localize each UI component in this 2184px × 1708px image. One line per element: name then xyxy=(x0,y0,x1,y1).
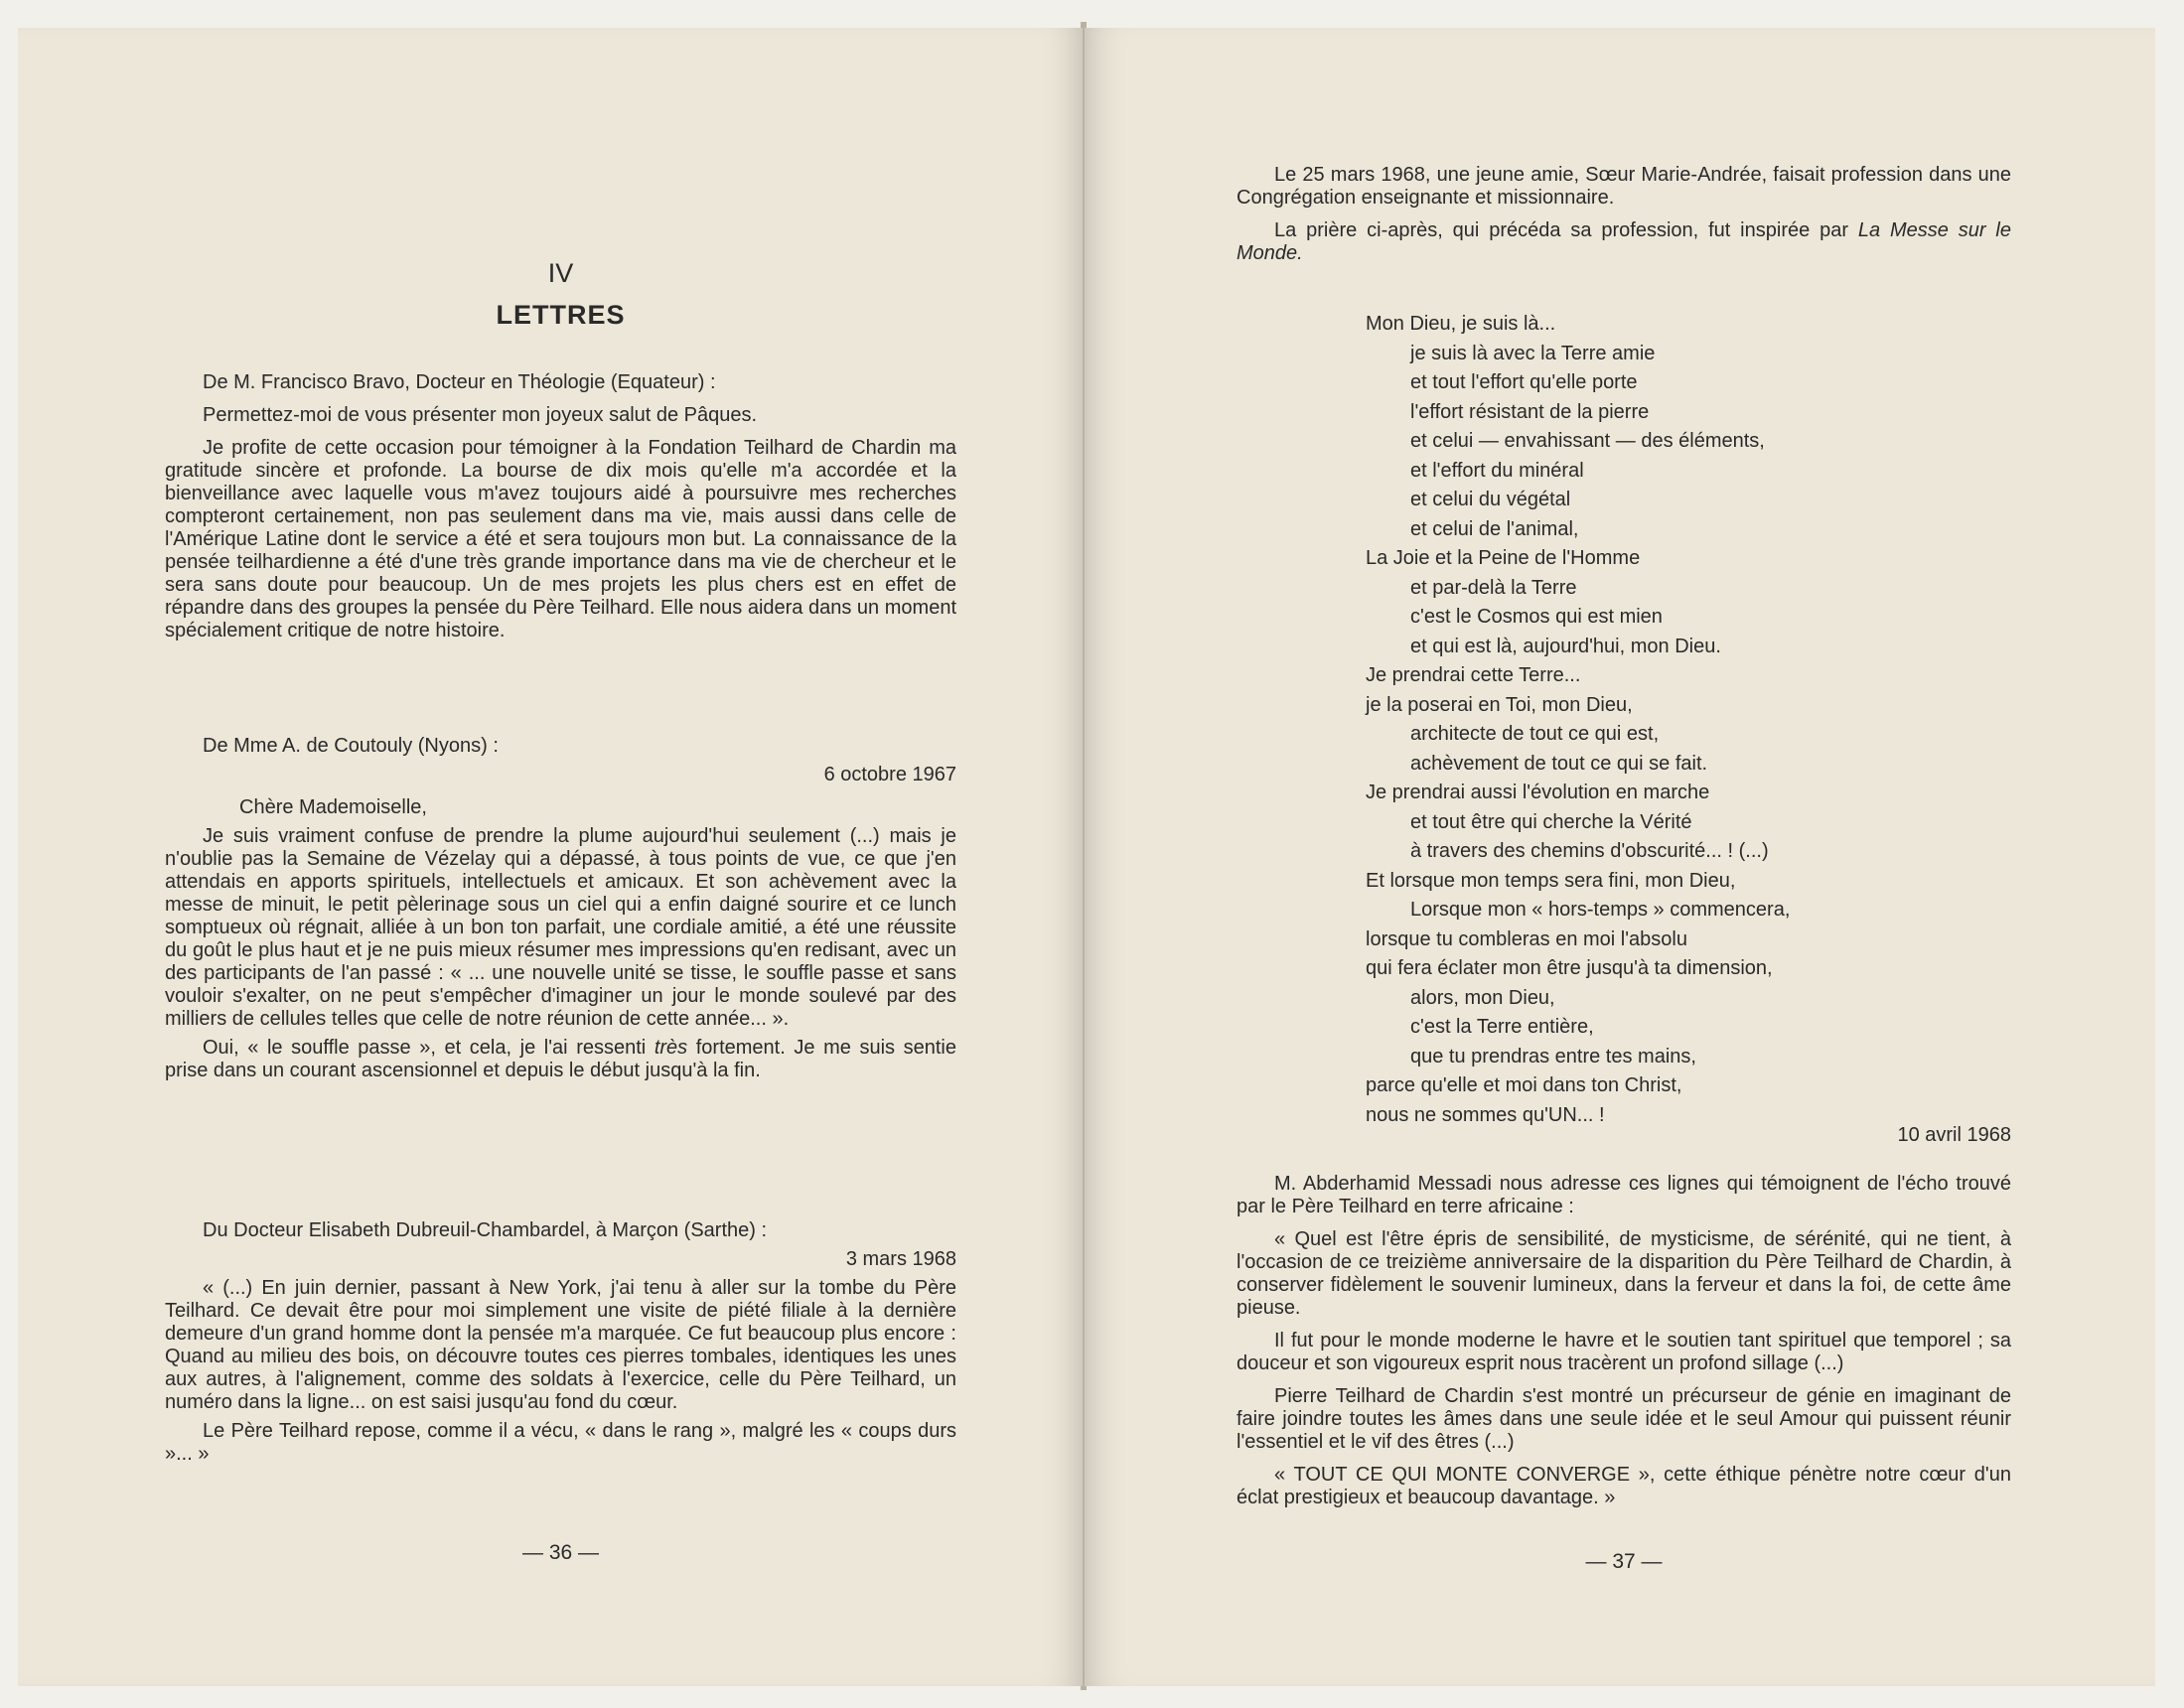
letter-heading: Du Docteur Elisabeth Dubreuil-Chambardel, à Marçon (Sarthe) : xyxy=(203,1219,768,1241)
poem-date-block xyxy=(1237,1124,2011,1153)
letter-coutouly xyxy=(165,735,956,1088)
letter-bravo xyxy=(165,371,956,648)
poem-line: et celui du végétal xyxy=(1410,489,1571,510)
paragraph: M. Abderhamid Messadi nous adresse ces lignes qui témoignent de l'écho trouvé par le Père Teilhard en terre africaine : xyxy=(1237,1173,2011,1217)
prayer-poem xyxy=(1237,310,2011,1130)
poem-line: que tu prendras entre tes mains, xyxy=(1410,1045,1696,1068)
left-page xyxy=(18,28,1083,1686)
paragraph: Pierre Teilhard de Chardin s'est montré un précurseur de génie en imaginant de faire joindre toutes les âmes dans une seule idée et le seul Amour qui puissent réunir l'essentiel et le vif des êtres (...) xyxy=(1237,1385,2011,1453)
poem-line: et tout être qui cherche la Vérité xyxy=(1410,810,1692,833)
poem-line: à travers des chemins d'obscurité... ! (...) xyxy=(1410,840,1769,862)
poem-line: je suis là avec la Terre amie xyxy=(1410,342,1656,364)
section-number: IV xyxy=(547,258,574,288)
paragraph: Le 25 mars 1968, une jeune amie, Sœur Marie-Andrée, faisait profession dans une Congrégation enseignante et missionnaire. xyxy=(1237,164,2011,209)
salutation: Chère Mademoiselle, xyxy=(239,796,427,818)
poem-line: achèvement de tout ce qui se fait. xyxy=(1410,752,1708,775)
poem-line: alors, mon Dieu, xyxy=(1410,986,1555,1009)
poem-line: Et lorsque mon temps sera fini, mon Dieu, xyxy=(1366,869,1736,892)
letter-dubreuil xyxy=(165,1219,956,1472)
page-number: — 36 — xyxy=(521,1541,600,1564)
paragraph: Je profite de cette occasion pour témoigner à la Fondation Teilhard de Chardin ma gratitude sincère et profonde. La bourse de dix mois qu'elle m'a accordée et la bienveillance avec laquelle vous m'avez toujours aidé à poursuivre mes recherches compteront certainement, non pas seulement dans ma vie, mais aussi dans celle de l'Amérique Latine dont le service a été et sera toujours mon but. La connaissance de la pensée teilhardienne a été d'une très grande importance dans ma vie de chercheur et le sera sans doute pour beaucoup. Un de mes projets les plus chers est en effet de répandre dans des groupes la pensée du Père Teilhard. Elle nous aidera dans un moment spécialement critique de notre histoire. xyxy=(165,437,956,641)
letter-heading: De M. Francisco Bravo, Docteur en Théologie (Equateur) : xyxy=(203,371,716,393)
poem-line: et celui — envahissant — des éléments, xyxy=(1410,430,1765,452)
poem-line: c'est le Cosmos qui est mien xyxy=(1410,606,1663,628)
letter-date: 6 octobre 1967 xyxy=(823,764,956,785)
paragraph: « TOUT CE QUI MONTE CONVERGE », cette éthique pénètre notre cœur d'un éclat prestigieux et beaucoup davantage. » xyxy=(1237,1464,2011,1508)
poem-line: Mon Dieu, je suis là... xyxy=(1366,313,1556,335)
poem-line: Lorsque mon « hors-temps » commencera, xyxy=(1410,899,1791,921)
messadi-letter xyxy=(1237,1173,2011,1515)
poem-line: je la poserai en Toi, mon Dieu, xyxy=(1366,693,1633,716)
poem-line: l'effort résistant de la pierre xyxy=(1410,400,1650,423)
section-title: LETTRES xyxy=(496,300,626,330)
poem-line: et l'effort du minéral xyxy=(1410,459,1584,482)
letter-heading: De Mme A. de Coutouly (Nyons) : xyxy=(203,735,499,757)
poem-line: lorsque tu combleras en moi l'absolu xyxy=(1366,927,1687,950)
poem-line: et tout l'effort qu'elle porte xyxy=(1410,371,1638,393)
paragraph: « (...) En juin dernier, passant à New York, j'ai tenu à aller sur la tombe du Père Teilhard. Ce devait être pour moi simplement une visite de piété filiale à la dernière demeure d'un grand homme dont la pensée m'a marquée. Ce fut beaucoup plus encore : Quand au milieu des bois, on découvre toutes ces pierres tombales, identiques les unes aux autres, à l'alignement, comme des soldats à l'exercice, celle du Père Teilhard, un numéro dans la ligne... on est saisi jusqu'au fond du cœur. xyxy=(165,1277,956,1413)
poem-line: c'est la Terre entière, xyxy=(1410,1016,1594,1038)
poem-line: parce qu'elle et moi dans ton Christ, xyxy=(1366,1074,1682,1096)
poem-line: Je prendrai cette Terre... xyxy=(1366,664,1581,686)
letter-date: 3 mars 1968 xyxy=(845,1248,956,1270)
paragraph: Je suis vraiment confuse de prendre la plume aujourd'hui seulement (...) mais je n'oublie pas la Semaine de Vézelay qui a dépassé, à tous points de vue, ce que j'en attendais en apports spirituels, intellectuels et amicaux. Et son achèvement avec la messe de minuit, le petit pèlerinage sous un ciel qui a enfin daigné sourire et ce lunch somptueux où régnait, alliée à un bon ton parfait, une cordiale amitié, a été une réussite du goût le plus haut et je ne puis mieux résumer mes impressions qu'en redisant, avec un des participants de l'an passé : « ... une nouvelle unité se tisse, le souffle passe et sans vouloir s'exalter, on ne peut s'empêcher d'imaginer un jour le monde soulevé par des milliers de cellules telles que celle de notre réunion de cette année... ». xyxy=(165,825,956,1030)
right-page xyxy=(1085,28,2155,1686)
poem-line: architecte de tout ce qui est, xyxy=(1410,723,1660,745)
intro xyxy=(1237,164,2011,271)
paragraph: La prière ci-après, qui précéda sa profession, fut inspirée par La Messe sur le Monde. xyxy=(1237,219,2011,264)
poem-line: qui fera éclater mon être jusqu'à ta dimension, xyxy=(1366,957,1773,979)
poem-line: La Joie et la Peine de l'Homme xyxy=(1366,547,1641,569)
poem-line: et celui de l'animal, xyxy=(1410,517,1579,540)
paragraph: « Quel est l'être épris de sensibilité, de mysticisme, de sérénité, qui ne tient, à l'occasion de ce treizième anniversaire de la disparition du Père Teilhard de Chardin, à conserver fidèlement le souvenir lumineux, dans la ferveur et dans la foi, de cette âme pieuse. xyxy=(1237,1228,2011,1319)
poem-line: et par-delà la Terre xyxy=(1410,576,1577,599)
poem-line: nous ne sommes qu'UN... ! xyxy=(1366,1103,1605,1126)
paragraph: Oui, « le souffle passe », et cela, je l'ai ressenti très fortement. Je me suis sentie prise dans un courant ascensionnel et depuis le début jusqu'à la fin. xyxy=(165,1037,956,1081)
poem-date: 10 avril 1968 xyxy=(1897,1124,2011,1146)
poem-line: Je prendrai aussi l'évolution en marche xyxy=(1366,782,1710,803)
paragraph: Il fut pour le monde moderne le havre et le soutien tant spirituel que temporel ; sa douceur et son vigoureux esprit nous tracèrent un profond sillage (...) xyxy=(1237,1330,2011,1374)
poem-line: et qui est là, aujourd'hui, mon Dieu. xyxy=(1410,635,1721,657)
paragraph: Le Père Teilhard repose, comme il a vécu, « dans le rang », malgré les « coups durs »... » xyxy=(165,1420,956,1465)
paragraph: Permettez-moi de vous présenter mon joyeux salut de Pâques. xyxy=(203,404,758,426)
page-number: — 37 — xyxy=(1585,1550,1663,1573)
